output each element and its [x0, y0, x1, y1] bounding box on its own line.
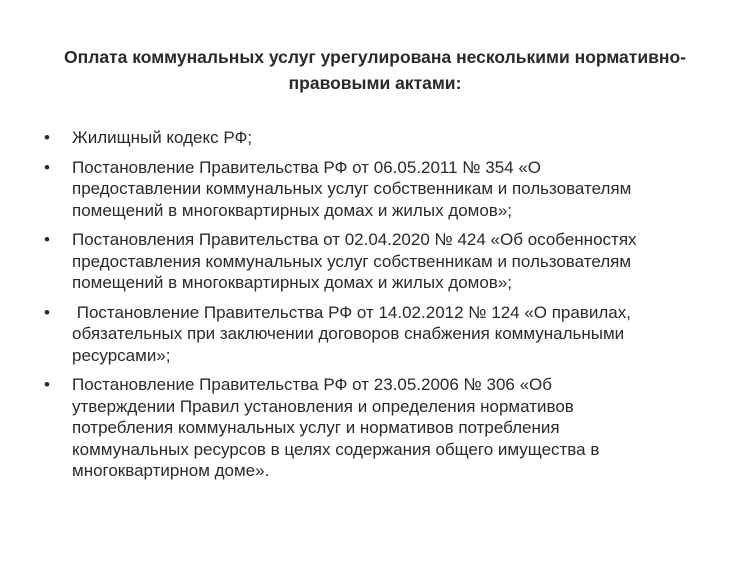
bullet-icon: •: [44, 230, 50, 249]
list-item-line: Постановления Правительства от 02.04.2020 № 424 «Об особенностях: [72, 230, 637, 249]
list-item-line: ресурсами»;: [72, 345, 171, 365]
list-item-line: предоставлении коммунальных услуг собственникам и пользователям: [72, 179, 632, 198]
list-item-line: потребления коммунальных услуг и нормативов потребления: [72, 418, 560, 437]
list-item-line: предоставления коммунальных услуг собственникам и пользователям: [72, 251, 632, 271]
slide-title-line: Оплата коммунальных услуг урегулирована несколькими нормативно-: [64, 47, 686, 67]
list-item-text: [72, 374, 728, 482]
slide-title-line: правовыми актами:: [288, 73, 462, 93]
list-item: [38, 157, 728, 222]
legal-acts-list: [38, 127, 728, 490]
list-item-line: утверждении Правил установления и определения нормативов: [72, 396, 574, 416]
list-item-text: [72, 157, 728, 222]
list-item-line: Постановление Правительства РФ от 14.02.2012 № 124 «О правилах,: [72, 302, 631, 322]
list-item: [38, 229, 728, 294]
list-item-line: Жилищный кодекс РФ;: [72, 128, 253, 147]
list-item: [38, 374, 728, 482]
bullet-icon: •: [44, 375, 50, 394]
list-item-line: обязательных при заключении договоров снабжения коммунальными: [72, 324, 625, 343]
list-item: [38, 302, 728, 367]
list-item-text: [72, 302, 728, 367]
list-item-line: Постановление Правительства РФ от 06.05.2011 № 354 «О: [72, 157, 542, 177]
list-item-line: помещений в многоквартирных домах и жилых домов»;: [72, 273, 513, 292]
list-item-line: Постановление Правительства РФ от 23.05.2006 № 306 «Об: [72, 375, 553, 394]
list-item-line: помещений в многоквартирных домах и жилых домов»;: [72, 200, 513, 220]
list-item-line: многоквартирном доме».: [72, 461, 270, 480]
list-item-text: [72, 127, 728, 149]
slide-title: [40, 44, 710, 96]
bullet-icon: •: [44, 128, 50, 147]
bullet-icon: •: [44, 157, 50, 177]
bullet-icon: •: [44, 302, 50, 322]
list-item-text: [72, 229, 728, 294]
list-item: [38, 127, 728, 149]
list-item-line: коммунальных ресурсов в целях содержания общего имущества в: [72, 439, 600, 459]
